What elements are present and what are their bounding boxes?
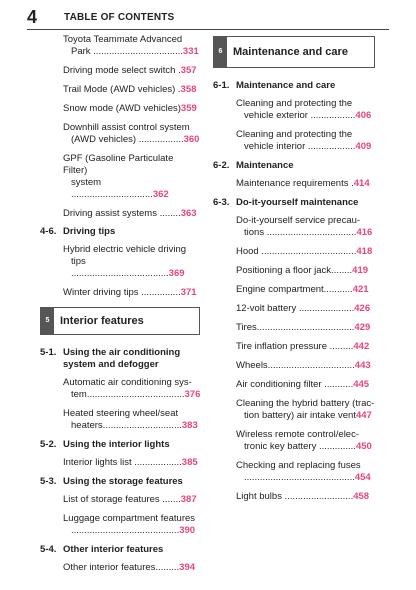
toc-section-heading: 5-3. Using the storage features [40,476,183,487]
toc-entry[interactable] [40,244,200,280]
chapter-number-tab: 6 [214,37,227,67]
toc-entry[interactable] [213,215,375,239]
toc-page-number[interactable]: 371 [180,287,197,298]
toc-entry[interactable] [213,460,375,484]
toc-entry[interactable] [213,284,375,296]
toc-page-number[interactable]: 390 [179,525,196,536]
toc-left-column [40,34,200,581]
toc-page-number[interactable]: 426 [354,303,371,314]
toc-page-number[interactable]: 421 [352,284,369,295]
chapter-banner-6[interactable] [213,36,375,68]
toc-page-number[interactable]: 363 [180,208,197,219]
page-number: 4 [27,7,38,27]
toc-entry-text-continued: (AWD vehicles) .................360 [71,134,200,145]
toc-page-number[interactable]: 429 [354,322,371,333]
toc-entry[interactable] [213,178,375,190]
toc-entry-text: 12-volt battery .....................426 [236,303,371,314]
toc-entry[interactable] [213,341,375,353]
toc-page-number[interactable]: 369 [168,268,185,279]
toc-page-number[interactable]: 445 [353,379,370,390]
toc-page-number[interactable]: 331 [182,46,199,57]
toc-list [213,215,375,503]
toc-entry-text: Interior lights list ..................385 [63,457,198,468]
toc-entry-text: Positioning a floor jack........419 [236,265,369,276]
chapter-banner-5[interactable] [40,307,200,335]
page-header-title: TABLE OF CONTENTS [64,12,175,23]
toc-list [40,244,200,299]
toc-entry-text-continued: system ...............................362 [71,177,169,200]
toc-entry-text-continued: heaters..............................383 [71,420,198,431]
toc-entry-text-continued: tem.....................................376 [71,389,201,400]
toc-entry-text: Maintenance requirements .414 [236,178,370,189]
toc-entry-text-continued: tion battery) air intake vent447 [244,410,372,421]
toc-entry-text: Tires.....................................429 [236,322,371,333]
toc-entry[interactable] [40,153,200,201]
toc-entry-text: Winter driving tips ...............371 [63,287,197,298]
toc-entry-text: Driving assist systems ........363 [63,208,197,219]
toc-page-number[interactable]: 454 [354,472,371,483]
toc-entry[interactable] [40,408,200,432]
toc-entry-text: Cleaning and protecting the [236,98,353,109]
chapter-title: Interior features [60,315,144,327]
toc-entry[interactable] [40,84,200,96]
toc-page-number[interactable]: 450 [355,441,372,452]
toc-entry-text: Checking and replacing fuses [236,460,361,471]
toc-section-heading: 4-6. Driving tips [40,226,116,237]
toc-list [40,377,200,432]
toc-entry[interactable] [213,322,375,334]
toc-entry-text: Hybrid electric vehicle driving [63,244,187,255]
toc-entry[interactable] [213,129,375,153]
toc-entry-text: Wireless remote control/elec- [236,429,360,440]
toc-entry[interactable] [213,303,375,315]
chapter-number-tab: 5 [41,308,54,334]
toc-page-number[interactable]: 447 [355,410,372,421]
toc-page-number[interactable]: 362 [152,189,169,200]
toc-page-number[interactable]: 359 [180,103,197,114]
toc-entry[interactable] [40,34,200,58]
toc-list [40,34,200,220]
toc-entry-text: Cleaning the hybrid battery (trac- [236,398,375,409]
toc-entry[interactable] [40,513,200,537]
toc-entry[interactable] [213,246,375,258]
toc-entry-text: Automatic air conditioning sys- [63,377,192,388]
toc-page-number[interactable]: 394 [179,562,196,573]
toc-entry[interactable] [40,457,200,469]
toc-list [213,178,375,190]
toc-entry[interactable] [40,208,200,220]
chapter-title: Maintenance and care [233,46,348,58]
toc-page-number[interactable]: 387 [180,494,197,505]
toc-entry[interactable] [213,429,375,453]
toc-entry-text-continued: tips .....................................369 [71,256,185,279]
toc-entry-text: Do-it-yourself service precau- [236,215,361,226]
toc-entry-text-continued: tronic key battery ..............450 [244,441,372,452]
toc-entry[interactable] [40,103,200,115]
toc-entry-text: GPF (Gasoline Particulate Filter) [63,153,174,176]
toc-page-number[interactable]: 458 [353,491,370,502]
toc-page-number[interactable]: 357 [180,65,197,76]
toc-entry-text: Hood ....................................418 [236,246,373,257]
header-divider [27,29,389,30]
toc-list [40,562,200,574]
toc-page-number[interactable]: 418 [356,246,373,257]
toc-section-heading: 5-4. Other interior features [40,544,164,555]
toc-entry[interactable] [213,398,375,422]
toc-section-heading: 6-2. Maintenance [213,160,294,171]
toc-entry[interactable] [213,265,375,277]
toc-page-number[interactable]: 385 [181,457,198,468]
toc-page-number[interactable]: 409 [355,141,372,152]
toc-entry-text: Trail Mode (AWD vehicles) .358 [63,84,197,95]
toc-section-heading: 5-2. Using the interior lights [40,439,170,450]
toc-entry-text-continued: vehicle interior ..................409 [244,141,372,152]
toc-entry-text: Wheels.................................443 [236,360,371,371]
toc-page-number[interactable]: 443 [354,360,371,371]
toc-page-number[interactable]: 376 [184,389,201,400]
toc-entry-text: List of storage features .......387 [63,494,197,505]
toc-entry[interactable] [40,377,200,401]
toc-list [40,457,200,469]
toc-section-heading: 6-1. Maintenance and care [213,80,336,91]
toc-entry-text-continued: .........................................390 [71,525,196,536]
toc-entry-text: Light bulbs ..........................458 [236,491,370,502]
toc-entry-text: Other interior features.........394 [63,562,196,573]
toc-page-number[interactable]: 358 [180,84,197,95]
toc-page-number[interactable]: 383 [181,420,198,431]
toc-entry-text-continued: vehicle exterior .................406 [244,110,372,121]
toc-entry[interactable] [213,491,375,503]
toc-list [213,98,375,153]
toc-entry-text-continued: tions ..................................416 [244,227,373,238]
toc-page-number[interactable]: 414 [353,178,370,189]
toc-entry-text: Toyota Teammate Advanced [63,34,183,45]
toc-entry-text: Engine compartment...........421 [236,284,369,295]
toc-page-number[interactable]: 442 [353,341,370,352]
toc-entry-text: Luggage compartment features [63,513,196,524]
toc-entry[interactable] [40,287,200,299]
toc-entry-text: Tire inflation pressure .........442 [236,341,370,352]
toc-entry-text-continued: Park ..................................331 [71,46,199,57]
toc-page-number[interactable]: 416 [356,227,373,238]
toc-entry[interactable] [213,379,375,391]
toc-entry[interactable] [40,122,200,146]
toc-entry-text: Downhill assist control system [63,122,190,133]
toc-page-number[interactable]: 406 [355,110,372,121]
toc-entry[interactable] [40,494,200,506]
toc-entry[interactable] [213,360,375,372]
toc-page-number[interactable]: 419 [352,265,369,276]
toc-page-number[interactable]: 360 [183,134,200,145]
toc-entry-text: Snow mode (AWD vehicles)359 [63,103,197,114]
toc-entry-text: Driving mode select switch .357 [63,65,197,76]
toc-entry-text: Air conditioning filter ...........445 [236,379,370,390]
toc-entry-text: Cleaning and protecting the [236,129,353,140]
toc-right-column [213,36,375,510]
toc-entry-text: Heated steering wheel/seat [63,408,179,419]
toc-entry[interactable] [40,562,200,574]
toc-entry-text-continued: ..........................................454 [244,472,371,483]
toc-entry[interactable] [40,65,200,77]
toc-section-heading: 5-1. Using the air conditioning system and defogger [40,347,181,370]
toc-section-heading: 6-3. Do-it-yourself maintenance [213,197,359,208]
toc-entry[interactable] [213,98,375,122]
toc-list [40,494,200,537]
